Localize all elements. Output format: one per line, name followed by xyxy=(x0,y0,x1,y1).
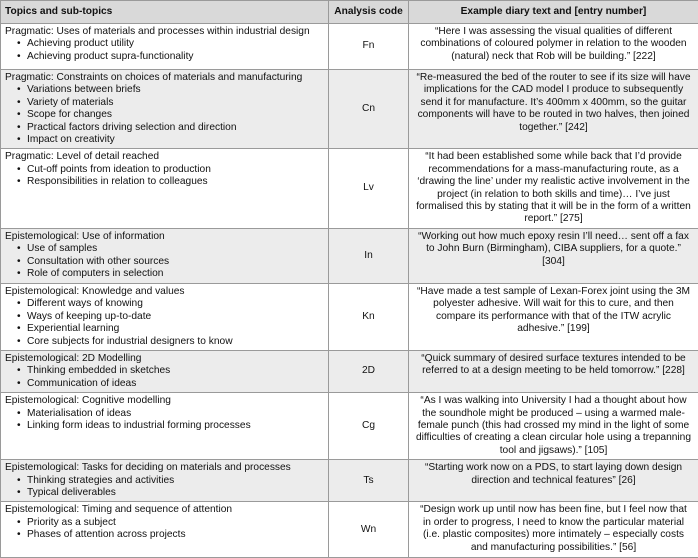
table-row xyxy=(1,350,698,392)
topic-title: Epistemological: Cognitive modelling xyxy=(5,395,324,407)
subtopic-item: • Scope for changes xyxy=(27,109,324,121)
table-row xyxy=(1,283,698,350)
table-row xyxy=(1,393,698,460)
subtopic-list xyxy=(5,517,324,542)
subtopic-list xyxy=(5,164,324,189)
subtopic-item: • Practical factors driving selection and direction xyxy=(27,122,324,134)
subtopic-item: • Thinking strategies and activities xyxy=(27,475,324,487)
subtopic-list xyxy=(5,475,324,500)
subtopic-item: • Variations between briefs xyxy=(27,84,324,96)
analysis-code: Lv xyxy=(329,149,409,228)
subtopic-item: • Impact on creativity xyxy=(27,134,324,146)
subtopic-item: • Thinking embedded in sketches xyxy=(27,365,324,377)
topic-title: Epistemological: Timing and sequence of attention xyxy=(5,504,324,516)
table-row xyxy=(1,460,698,502)
subtopic-item: • Use of samples xyxy=(27,243,324,255)
table-row xyxy=(1,24,698,70)
topic-title: Epistemological: Knowledge and values xyxy=(5,286,324,298)
subtopic-list xyxy=(5,408,324,433)
subtopic-item: • Responsibilities in relation to colleagues xyxy=(27,176,324,188)
subtopic-item: • Phases of attention across projects xyxy=(27,529,324,541)
analysis-code: 2D xyxy=(329,350,409,392)
topic-title: Epistemological: Tasks for deciding on materials and processes xyxy=(5,462,324,474)
subtopic-item: • Communication of ideas xyxy=(27,378,324,390)
analysis-code: In xyxy=(329,228,409,283)
topic-cell xyxy=(1,350,329,392)
table-header xyxy=(1,1,698,24)
header-analysis-code: Analysis code xyxy=(329,1,409,24)
subtopic-item: • Achieving product utility xyxy=(27,38,324,50)
analysis-code: Cn xyxy=(329,70,409,149)
subtopic-item: • Achieving product supra-functionality xyxy=(27,51,324,63)
topic-cell xyxy=(1,283,329,350)
example-text: “Here I was assessing the visual qualities of different combinations of coloured polymer in relation to the wooden (natural) neck that Rob will be building.” [222] xyxy=(409,24,698,70)
header-example: Example diary text and [entry number] xyxy=(409,1,698,24)
table-row xyxy=(1,228,698,283)
topic-cell xyxy=(1,24,329,70)
subtopic-item: • Linking form ideas to industrial forming processes xyxy=(27,420,324,432)
subtopic-list xyxy=(5,38,324,63)
topic-title: Pragmatic: Level of detail reached xyxy=(5,151,324,163)
topic-cell xyxy=(1,228,329,283)
topic-cell xyxy=(1,393,329,460)
subtopic-item: • Typical deliverables xyxy=(27,487,324,499)
subtopic-item: • Cut-off points from ideation to production xyxy=(27,164,324,176)
table-row xyxy=(1,149,698,228)
topic-title: Pragmatic: Uses of materials and processes within industrial design xyxy=(5,26,324,38)
subtopic-item: • Priority as a subject xyxy=(27,517,324,529)
example-text: “Design work up until now has been fine, but I feel now that in order to progress, I need to know the particular material (i.e. plastic composites) more intimately – especially costs and manufacturing possibilities.” [56] xyxy=(409,502,698,558)
subtopic-item: • Ways of keeping up-to-date xyxy=(27,311,324,323)
topic-title: Epistemological: 2D Modelling xyxy=(5,353,324,365)
topic-cell xyxy=(1,70,329,149)
table-row xyxy=(1,502,698,558)
example-text: “Working out how much epoxy resin I’ll need… sent off a fax to John Burn (Birmingham), CIBA suppliers, for a quote.” [304] xyxy=(409,228,698,283)
analysis-code: Kn xyxy=(329,283,409,350)
header-row xyxy=(1,1,698,24)
topic-cell xyxy=(1,502,329,558)
table-row xyxy=(1,70,698,149)
subtopic-list xyxy=(5,243,324,280)
analysis-code: Cg xyxy=(329,393,409,460)
example-text: “Starting work now on a PDS, to start laying down design direction and technical features” [26] xyxy=(409,460,698,502)
example-text: “Re-measured the bed of the router to see if its size will have implications for the CAD model I produce to subsequently send it for manufacture. It’s 400mm x 400mm, so the guitar components will have to be routed in two halves, then joined together.” [242] xyxy=(409,70,698,149)
example-text: “Have made a test sample of Lexan-Forex joint using the 3M polyester adhesive. Will wait for this to cure, and then compare its performance with that of the ITW acrylic adhesive.” [199] xyxy=(409,283,698,350)
subtopic-list xyxy=(5,298,324,348)
topic-title: Epistemological: Use of information xyxy=(5,231,324,243)
example-text: “It had been established some while back that I’d provide recommendations for a mass-manufacturing route, as a ‘drawing the line’ under my realistic active involvement in the project (in relation to both skills and time)… I’ve just formalised this by stating that it will be in the form of a written report.” [275] xyxy=(409,149,698,228)
subtopic-list xyxy=(5,84,324,146)
analysis-code: Fn xyxy=(329,24,409,70)
analysis-code: Ts xyxy=(329,460,409,502)
subtopic-item: • Experiential learning xyxy=(27,323,324,335)
topic-cell xyxy=(1,460,329,502)
example-text: “Quick summary of desired surface textures intended to be referred to at a design meeting to be held tomorrow.” [228] xyxy=(409,350,698,392)
header-topics: Topics and sub-topics xyxy=(1,1,329,24)
table-body xyxy=(1,24,698,558)
subtopic-list xyxy=(5,365,324,390)
subtopic-item: • Core subjects for industrial designers to know xyxy=(27,336,324,348)
topic-title: Pragmatic: Constraints on choices of materials and manufacturing xyxy=(5,72,324,84)
subtopic-item: • Consultation with other sources xyxy=(27,256,324,268)
analysis-code: Wn xyxy=(329,502,409,558)
example-text: “As I was walking into University I had a thought about how the soundhole might be produced – using a warmed male-female punch (this had crossed my mind in the light of some difficulties of creating a clean circular hole using a trepanning tool and jigsaws).” [105] xyxy=(409,393,698,460)
subtopic-item: • Different ways of knowing xyxy=(27,298,324,310)
topic-cell xyxy=(1,149,329,228)
subtopic-item: • Materialisation of ideas xyxy=(27,408,324,420)
subtopic-item: • Variety of materials xyxy=(27,97,324,109)
subtopic-item: • Role of computers in selection xyxy=(27,268,324,280)
